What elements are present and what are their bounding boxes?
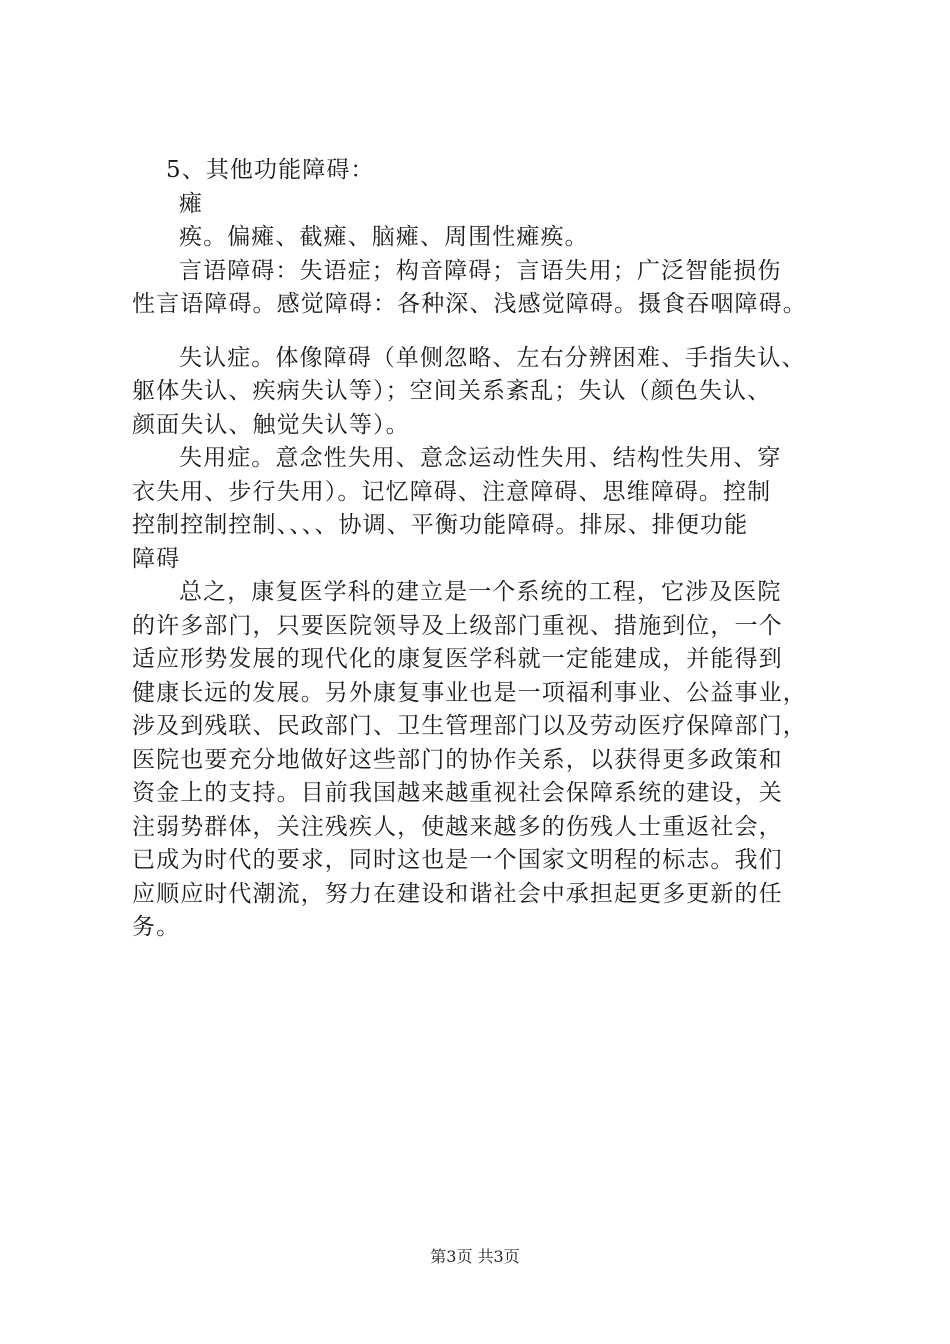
text-line: 涉及到残联、民政部门、卫生管理部门以及劳动医疗保障部门， xyxy=(132,713,807,739)
text-line: 失认症。体像障碍（单侧忽略、左右分辨困难、手指失认、 xyxy=(179,344,806,371)
text-line: 5、其他功能障碍： xyxy=(166,157,375,183)
text-line: 障碍 xyxy=(132,545,181,572)
text-line: 躯体失认、疾病失认等）；空间关系紊乱；失认（颜色失认、 xyxy=(132,378,772,404)
text-line: 健康长远的发展。另外康复事业也是一项福利事业、公益事业， xyxy=(132,679,807,706)
text-line: 的许多部门，只要医院领导及上级部门重视、措施到位，一个 xyxy=(132,612,783,639)
text-line: 痪。偏瘫、截瘫、脑瘫、周围性瘫痪。 xyxy=(179,224,589,250)
text-line: 瘫 xyxy=(179,190,204,217)
text-line: 性言语障碍。感觉障碍：各种深、浅感觉障碍。摄食吞咽障碍。 xyxy=(132,291,807,317)
text-line: 衣失用、步行失用）。记忆障碍、注意障碍、思维障碍。控制 xyxy=(132,478,772,505)
text-line: 控制控制控制、、、、协调、平衡功能障碍。排尿、排便功能 xyxy=(132,512,749,538)
text-line: 适应形势发展的现代化的康复医学科就一定能建成，并能得到 xyxy=(132,646,783,672)
text-line: 颜面失认、触觉失认等）。 xyxy=(132,411,410,438)
page-footer xyxy=(0,1244,950,1267)
text-line: 医院也要充分地做好这些部门的协作关系，以获得更多政策和 xyxy=(132,746,783,773)
text-line: 言语障碍：失语症；构音障碍；言语失用；广泛智能损伤 xyxy=(179,257,782,284)
text-line: 应顺应时代潮流，努力在建设和谐社会中承担起更多更新的任 xyxy=(132,880,783,907)
document-body xyxy=(132,154,852,945)
paragraph-gap xyxy=(132,322,852,342)
text-line: 失用症。意念性失用、意念运动性失用、结构性失用、穿 xyxy=(179,445,782,471)
text-line: 注弱势群体，关注残疾人，使越来越多的伤残人士重返社会， xyxy=(132,813,783,840)
text-line: 资金上的支持。目前我国越来越重视社会保障系统的建设，关 xyxy=(132,780,783,806)
text-line: 务。 xyxy=(132,914,181,940)
page-number: 第3页 共3页 xyxy=(430,1247,520,1266)
text-line: 已成为时代的要求，同时这也是一个国家文明程的标志。我们 xyxy=(132,847,783,873)
text-line: 总之，康复医学科的建立是一个系统的工程，它涉及医院 xyxy=(179,579,782,605)
